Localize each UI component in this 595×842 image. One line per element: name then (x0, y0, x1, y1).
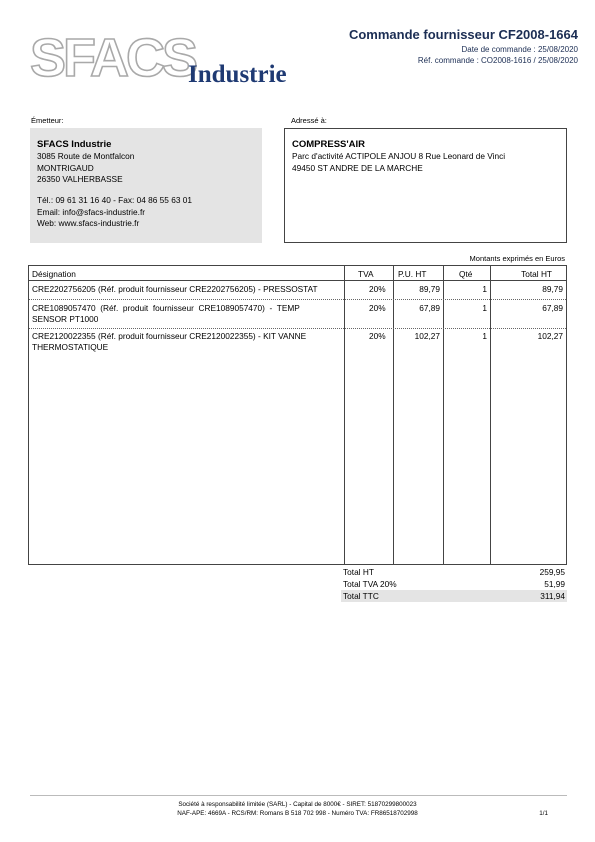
row-unit-price: 67,89 (419, 303, 440, 313)
total-ht-row (341, 567, 567, 578)
row-quantity: 1 (482, 331, 487, 341)
row-total: 102,27 (537, 331, 563, 341)
sender-email[interactable]: Email: info@sfacs-industrie.fr (37, 206, 146, 217)
total-tva-value: 51,99 (544, 579, 565, 589)
row-designation-continued: SENSOR PT1000 (32, 314, 99, 324)
sender-address-line: MONTRIGAUD (37, 162, 94, 173)
footer-divider (30, 795, 567, 796)
column-header-unit-price: P.U. HT (398, 269, 427, 279)
total-ht-label: Total HT (343, 567, 374, 577)
page-number: 1/1 (539, 810, 548, 817)
sender-name: SFACS Industrie (37, 139, 112, 150)
sender-label: Émetteur: (31, 116, 64, 125)
row-quantity: 1 (482, 284, 487, 294)
column-header-designation: Désignation (32, 269, 76, 279)
logo-main-text: SFACS (30, 28, 196, 86)
sender-address-line: 26350 VALHERBASSE (37, 174, 123, 184)
row-designation: CRE1089057470 (Réf. produit fournisseur CRE1089057470) - TEMP (32, 303, 300, 313)
row-tva: 20% (369, 284, 386, 294)
total-ttc-row (341, 590, 567, 602)
order-date: Date de commande : 25/08/2020 (461, 45, 578, 54)
column-header-tva: TVA (358, 269, 374, 279)
row-tva: 20% (369, 331, 386, 341)
logo-sub-text: Industrie (188, 61, 287, 86)
row-designation: CRE2202756205 (Réf. produit fournisseur CRE2202756205) - PRESSOSTAT (32, 284, 318, 294)
document-title: Commande fournisseur CF2008-1664 (348, 27, 578, 42)
recipient-address-line: 49450 ST ANDRE DE LA MARCHE (292, 162, 423, 173)
total-tva-label: Total TVA 20% (343, 579, 397, 589)
row-unit-price: 89,79 (419, 284, 440, 294)
recipient-name: COMPRESS'AIR (292, 139, 365, 150)
sender-box (30, 128, 262, 243)
column-header-quantity: Qté (459, 269, 473, 279)
recipient-address-line: Parc d'activité ACTIPOLE ANJOU 8 Rue Leonard de Vinci (292, 151, 506, 161)
total-ttc-label: Total TTC (343, 591, 379, 601)
row-unit-price: 102,27 (414, 331, 440, 341)
row-designation: CRE2120022355 (Réf. produit fournisseur CRE2120022355) - KIT VANNE (32, 331, 307, 341)
sender-address-line: 3085 Route de Montfalcon (37, 151, 135, 161)
total-tva-row (341, 579, 567, 590)
total-ht-value: 259,95 (539, 567, 565, 577)
order-lines-table (28, 265, 567, 565)
order-reference: Réf. commande : CO2008-1616 / 25/08/2020 (417, 56, 578, 65)
row-total: 67,89 (542, 303, 563, 313)
footer-legal-line-1: Société à responsabilité limitée (SARL) - Capital de 8000€ - SIRET: 51870299800023 (178, 801, 417, 808)
footer-legal-line-2: NAF-APE: 4669A - RCS/RM: Romans B 518 702 998 - Numéro TVA: FR86518702998 (177, 810, 418, 817)
total-ttc-value: 311,94 (540, 591, 565, 601)
sfacs-logo (30, 28, 320, 86)
currency-note: Montants exprimés en Euros (469, 254, 565, 263)
recipient-box (284, 128, 567, 243)
sender-phone: Tél.: 09 61 31 16 40 - Fax: 04 86 55 63 01 (37, 195, 192, 205)
row-quantity: 1 (482, 303, 487, 313)
sender-website[interactable]: Web: www.sfacs-industrie.fr (37, 218, 140, 228)
row-tva: 20% (369, 303, 386, 313)
row-designation-continued: THERMOSTATIQUE (32, 342, 109, 352)
row-total: 89,79 (542, 284, 563, 294)
recipient-label: Adressé à: (291, 116, 327, 125)
column-header-total: Total HT (521, 269, 552, 279)
